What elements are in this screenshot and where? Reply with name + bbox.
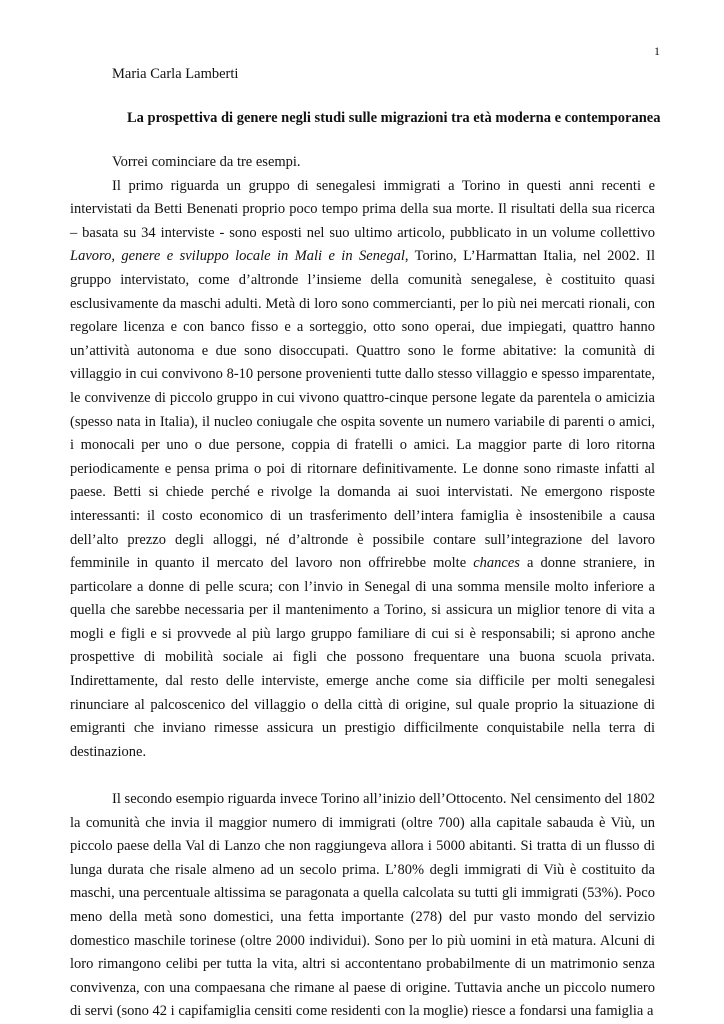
- document-title: La prospettiva di genere negli studi sulle migrazioni tra età moderna e contemporanea: [127, 110, 661, 126]
- paragraph-1-part-3: a donne straniere, in particolare a donne di pelle scura; con l’invio in Senegal di una somma mensile molto inferiore a quella che sarebbe necessaria per il mantenimento a Torino, si assicura un miglior tenore di vita a mogli e figli e si provvede al più largo gruppo familiare di cui si è responsabili; si aprono anche prospettive di mobilità sociale ai figli che possono frequentare una buona scuola privata. Indirettamente, dal resto delle interviste, emerge anche come sia difficile per molti senegalesi rinunciare al palcoscenico del villaggio o della città di origine, sul quale proprio la situazione di emigranti che inviano rimesse assicura un prestigio difficilmente conquistabile nella terra di destinazione.: [70, 555, 655, 760]
- paragraph-2: Il secondo esempio riguarda invece Torino all’inizio dell’Ottocento. Nel censimento del 1802 la comunità che invia il maggior numero di immigrati (oltre 700) alla capitale sabauda è Viù, un piccolo paese della Val di Lanzo che non raggiungeva allora i 5000 abitanti. Si tratta di un flusso di lunga durata che risale almeno ad un secolo prima. L’80% degli immigrati di Viù è costituito da maschi, una percentuale altissima se paragonata a quella calcolata su tutti gli immigrati (53%). Poco meno della metà sono domestici, una fetta importante (278) del pur vasto mondo del servizio domestico maschile torinese (oltre 2000 individui). Sono per lo più uomini in età matura. Alcuni di loro rimangono celibi per tutta la vita, altri si accontentano probabilmente di un matrimonio senza convivenza, con una compaesana che rimane al paese di origine. Tuttavia anche un piccolo numero di servi (sono 42 i capifamiglia censiti come residenti con la moglie) riesce a fondarsi una famiglia a: [70, 791, 655, 1020]
- paragraph-1-part-2: , Torino, L’Harmattan Italia, nel 2002. Il gruppo intervistato, come d’altronde l’insieme della comunità senegalese, è costituito quasi esclusivamente da maschi adulti. Metà di loro sono commercianti, per lo più nei mercati rionali, con regolare licenza e con banco fisso e a sorteggio, otto sono operai, due impiegati, quattro hanno un’attività autonoma e due sono disoccupati. Quattro sono le forme abitative: la comunità di villaggio in cui convivono 8-10 persone provenienti tutte dallo stesso villaggio e spesso imparentate, le convivenze di piccolo gruppo in cui vivono quattro-cinque persone legate da parentela o amicizia (spesso nata in Italia), il nucleo coniugale che ospita sovente un numero variabile di parenti o amici, i monocali per uno o due persone, coppia di fratelli o amici. La maggior parte di loro ritorna periodicamente e pensa prima o poi di ritornare definitivamente. Le donne sono rimaste infatti al paese. Betti si chiede perché e rivolge la domanda ai suoi intervistati. Ne emergono risposte interessanti: il costo economico di un trasferimento dell’intera famiglia è insostenibile a causa dell’alto prezzo degli alloggi, né d’altronde è possibile contare sull’integrazione del lavoro femminile in quanto il mercato del lavoro non offrirebbe molte: [70, 248, 655, 572]
- book-title: Lavoro, genere e sviluppo locale in Mali e in Senegal: [70, 248, 405, 265]
- paragraph-1-part-1: Il primo riguarda un gruppo di senegalesi immigrati a Torino in questi anni recenti e intervistati da Betti Benenati proprio poco tempo prima della sua morte. Il risultati della sua ricerca – basata su 34 interviste - sono esposti nel suo ultimo articolo, pubblicato in un volume collettivo: [70, 177, 655, 241]
- body-text: [70, 151, 655, 1024]
- chances-word: chances: [473, 555, 520, 572]
- author-name: Maria Carla Lamberti: [112, 66, 239, 82]
- page-number: 1: [654, 44, 660, 58]
- paragraph-1: [70, 175, 655, 765]
- intro-line: Vorrei cominciare da tre esempi.: [112, 154, 301, 170]
